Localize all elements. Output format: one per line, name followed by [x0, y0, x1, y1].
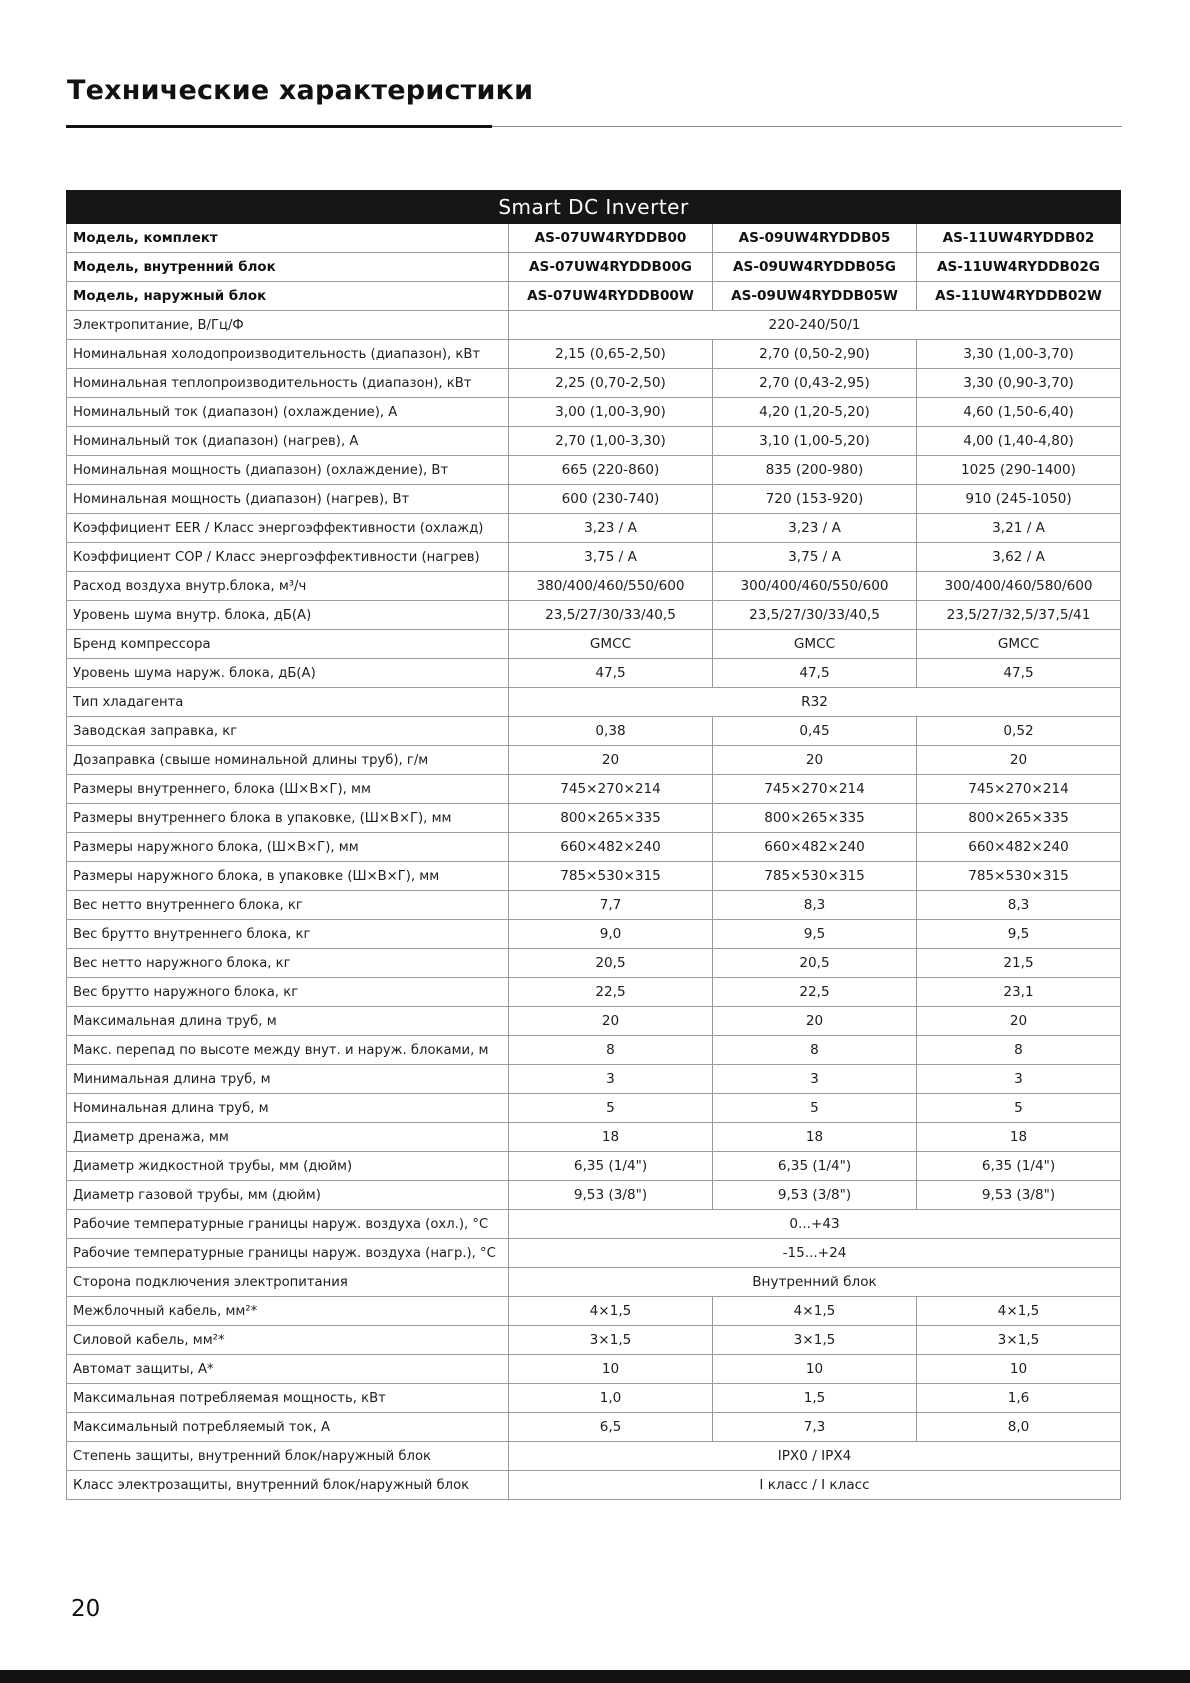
- row-value-model-1: AS-07UW4RYDDB00: [509, 224, 713, 253]
- row-value-model-2: 3,10 (1,00-5,20): [713, 427, 917, 456]
- table-row: [67, 1384, 1121, 1413]
- row-label: Вес брутто внутреннего блока, кг: [67, 920, 509, 949]
- row-label: Макс. перепад по высоте между внут. и наруж. блоками, м: [67, 1036, 509, 1065]
- page-number: 20: [71, 1596, 101, 1622]
- table-row: [67, 224, 1121, 253]
- table-row: [67, 630, 1121, 659]
- table-row: [67, 311, 1121, 340]
- table-row: [67, 1239, 1121, 1268]
- row-value-model-3: 8: [917, 1036, 1121, 1065]
- row-value-model-2: 47,5: [713, 659, 917, 688]
- row-value-model-2: 3,23 / A: [713, 514, 917, 543]
- table-row: [67, 862, 1121, 891]
- row-value-model-2: AS-09UW4RYDDB05: [713, 224, 917, 253]
- row-value-model-3: 3×1,5: [917, 1326, 1121, 1355]
- table-row: [67, 1094, 1121, 1123]
- page-title: Технические характеристики: [67, 75, 534, 106]
- row-label: Расход воздуха внутр.блока, м³/ч: [67, 572, 509, 601]
- row-value-model-2: 3,75 / A: [713, 543, 917, 572]
- row-value-model-2: AS-09UW4RYDDB05W: [713, 282, 917, 311]
- row-label: Максимальная потребляемая мощность, кВт: [67, 1384, 509, 1413]
- row-label: Тип хладагента: [67, 688, 509, 717]
- row-value-shared: 0...+43: [509, 1210, 1121, 1239]
- row-label: Степень защиты, внутренний блок/наружный блок: [67, 1442, 509, 1471]
- row-value-model-3: 1,6: [917, 1384, 1121, 1413]
- row-value-model-1: 665 (220-860): [509, 456, 713, 485]
- row-value-model-3: 785×530×315: [917, 862, 1121, 891]
- row-value-model-3: 4×1,5: [917, 1297, 1121, 1326]
- footer-bar: [0, 1670, 1190, 1683]
- row-value-model-2: 20: [713, 746, 917, 775]
- table-row: [67, 1442, 1121, 1471]
- row-value-model-1: AS-07UW4RYDDB00W: [509, 282, 713, 311]
- row-value-model-2: 2,70 (0,50-2,90): [713, 340, 917, 369]
- row-value-model-1: 47,5: [509, 659, 713, 688]
- table-row: [67, 1297, 1121, 1326]
- row-label: Максимальная длина труб, м: [67, 1007, 509, 1036]
- row-value-model-2: 3×1,5: [713, 1326, 917, 1355]
- row-value-model-3: 3,30 (0,90-3,70): [917, 369, 1121, 398]
- row-label: Размеры внутреннего, блока (Ш×В×Г), мм: [67, 775, 509, 804]
- row-value-model-1: 22,5: [509, 978, 713, 1007]
- table-row: [67, 978, 1121, 1007]
- row-value-model-3: 3,62 / A: [917, 543, 1121, 572]
- row-value-model-1: 0,38: [509, 717, 713, 746]
- row-value-model-2: 22,5: [713, 978, 917, 1007]
- row-label: Электропитание, В/Гц/Ф: [67, 311, 509, 340]
- row-value-model-3: 23,1: [917, 978, 1121, 1007]
- row-value-model-3: 21,5: [917, 949, 1121, 978]
- row-label: Минимальная длина труб, м: [67, 1065, 509, 1094]
- row-value-model-2: 660×482×240: [713, 833, 917, 862]
- row-value-model-3: 3: [917, 1065, 1121, 1094]
- table-row: [67, 340, 1121, 369]
- row-label: Номинальная мощность (диапазон) (охлаждение), Вт: [67, 456, 509, 485]
- table-row: [67, 514, 1121, 543]
- table-row: [67, 1152, 1121, 1181]
- row-value-model-2: GMCC: [713, 630, 917, 659]
- row-value-model-1: 800×265×335: [509, 804, 713, 833]
- row-value-shared: Внутренний блок: [509, 1268, 1121, 1297]
- row-label: Класс электрозащиты, внутренний блок/наружный блок: [67, 1471, 509, 1500]
- row-value-model-1: 3,00 (1,00-3,90): [509, 398, 713, 427]
- row-value-model-2: 4,20 (1,20-5,20): [713, 398, 917, 427]
- table-row: [67, 1181, 1121, 1210]
- row-label: Автомат защиты, А*: [67, 1355, 509, 1384]
- row-value-model-2: 3: [713, 1065, 917, 1094]
- row-value-model-1: 785×530×315: [509, 862, 713, 891]
- row-label: Максимальный потребляемый ток, А: [67, 1413, 509, 1442]
- row-value-model-3: AS-11UW4RYDDB02W: [917, 282, 1121, 311]
- row-value-model-3: 47,5: [917, 659, 1121, 688]
- table-row: [67, 688, 1121, 717]
- row-value-model-1: 20: [509, 746, 713, 775]
- row-label: Вес брутто наружного блока, кг: [67, 978, 509, 1007]
- row-value-model-1: 9,0: [509, 920, 713, 949]
- row-value-model-3: 3,21 / A: [917, 514, 1121, 543]
- table-row: [67, 485, 1121, 514]
- row-value-model-1: 3×1,5: [509, 1326, 713, 1355]
- row-value-shared: 220-240/50/1: [509, 311, 1121, 340]
- row-value-model-3: 5: [917, 1094, 1121, 1123]
- row-value-model-2: 9,53 (3/8"): [713, 1181, 917, 1210]
- row-label: Размеры наружного блока, (Ш×В×Г), мм: [67, 833, 509, 862]
- row-label: Силовой кабель, мм²*: [67, 1326, 509, 1355]
- title-divider-accent: [66, 125, 492, 128]
- row-label: Вес нетто внутреннего блока, кг: [67, 891, 509, 920]
- row-value-shared: -15...+24: [509, 1239, 1121, 1268]
- row-value-model-1: 3: [509, 1065, 713, 1094]
- row-label: Рабочие температурные границы наруж. воздуха (нагр.), °С: [67, 1239, 509, 1268]
- row-label: Модель, комплект: [67, 224, 509, 253]
- row-value-model-2: 800×265×335: [713, 804, 917, 833]
- row-label: Модель, наружный блок: [67, 282, 509, 311]
- table-row: [67, 659, 1121, 688]
- row-label: Коэффициент EER / Класс энергоэффективности (охлажд): [67, 514, 509, 543]
- table-row: [67, 601, 1121, 630]
- row-value-model-2: 8: [713, 1036, 917, 1065]
- row-value-model-2: 6,35 (1/4"): [713, 1152, 917, 1181]
- row-value-model-1: 20,5: [509, 949, 713, 978]
- row-value-model-2: 18: [713, 1123, 917, 1152]
- row-value-model-3: 660×482×240: [917, 833, 1121, 862]
- row-label: Бренд компрессора: [67, 630, 509, 659]
- row-value-model-2: 785×530×315: [713, 862, 917, 891]
- table-row: [67, 920, 1121, 949]
- table-row: [67, 398, 1121, 427]
- row-value-model-1: 2,70 (1,00-3,30): [509, 427, 713, 456]
- row-label: Размеры наружного блока, в упаковке (Ш×В×Г), мм: [67, 862, 509, 891]
- row-value-model-1: 2,25 (0,70-2,50): [509, 369, 713, 398]
- row-value-model-1: 1,0: [509, 1384, 713, 1413]
- row-label: Вес нетто наружного блока, кг: [67, 949, 509, 978]
- table-banner: Smart DC Inverter: [67, 191, 1121, 224]
- row-value-model-3: 8,0: [917, 1413, 1121, 1442]
- table-row: [67, 746, 1121, 775]
- table-row: [67, 543, 1121, 572]
- row-label: Дозаправка (свыше номинальной длины труб), г/м: [67, 746, 509, 775]
- row-label: Диаметр дренажа, мм: [67, 1123, 509, 1152]
- row-value-model-1: 4×1,5: [509, 1297, 713, 1326]
- row-value-model-2: 720 (153-920): [713, 485, 917, 514]
- row-label: Номинальная холодопроизводительность (диапазон), кВт: [67, 340, 509, 369]
- row-value-model-3: 18: [917, 1123, 1121, 1152]
- row-value-model-3: 4,00 (1,40-4,80): [917, 427, 1121, 456]
- row-value-model-3: 1025 (290-1400): [917, 456, 1121, 485]
- table-row: [67, 572, 1121, 601]
- row-value-model-1: 6,35 (1/4"): [509, 1152, 713, 1181]
- row-value-model-1: 380/400/460/550/600: [509, 572, 713, 601]
- table-row: [67, 775, 1121, 804]
- row-label: Диаметр газовой трубы, мм (дюйм): [67, 1181, 509, 1210]
- table-row: [67, 1210, 1121, 1239]
- row-value-model-1: GMCC: [509, 630, 713, 659]
- row-value-model-2: 1,5: [713, 1384, 917, 1413]
- row-value-model-1: 9,53 (3/8"): [509, 1181, 713, 1210]
- row-value-model-2: 4×1,5: [713, 1297, 917, 1326]
- table-row: [67, 1355, 1121, 1384]
- row-label: Номинальная теплопроизводительность (диапазон), кВт: [67, 369, 509, 398]
- table-row: [67, 949, 1121, 978]
- row-value-model-2: 2,70 (0,43-2,95): [713, 369, 917, 398]
- row-value-model-2: 5: [713, 1094, 917, 1123]
- row-value-model-2: 300/400/460/550/600: [713, 572, 917, 601]
- row-label: Рабочие температурные границы наруж. воздуха (охл.), °С: [67, 1210, 509, 1239]
- row-value-model-1: 10: [509, 1355, 713, 1384]
- row-value-shared: I класс / I класс: [509, 1471, 1121, 1500]
- row-value-shared: R32: [509, 688, 1121, 717]
- row-label: Уровень шума внутр. блока, дБ(А): [67, 601, 509, 630]
- table-row: [67, 717, 1121, 746]
- row-value-model-3: 10: [917, 1355, 1121, 1384]
- table-body: [67, 224, 1121, 1500]
- spec-table: [66, 190, 1121, 1500]
- table-row: [67, 253, 1121, 282]
- row-value-shared: IPX0 / IPX4: [509, 1442, 1121, 1471]
- row-value-model-3: 20: [917, 746, 1121, 775]
- row-value-model-3: 910 (245-1050): [917, 485, 1121, 514]
- row-label: Межблочный кабель, мм²*: [67, 1297, 509, 1326]
- row-value-model-2: 20: [713, 1007, 917, 1036]
- row-label: Сторона подключения электропитания: [67, 1268, 509, 1297]
- row-value-model-2: 835 (200-980): [713, 456, 917, 485]
- row-value-model-2: 8,3: [713, 891, 917, 920]
- row-value-model-1: 23,5/27/30/33/40,5: [509, 601, 713, 630]
- row-value-model-3: 4,60 (1,50-6,40): [917, 398, 1121, 427]
- table-row: [67, 891, 1121, 920]
- row-value-model-3: 745×270×214: [917, 775, 1121, 804]
- row-value-model-1: 660×482×240: [509, 833, 713, 862]
- row-value-model-3: 0,52: [917, 717, 1121, 746]
- row-value-model-3: 8,3: [917, 891, 1121, 920]
- row-label: Диаметр жидкостной трубы, мм (дюйм): [67, 1152, 509, 1181]
- table-row: [67, 1007, 1121, 1036]
- row-label: Номинальный ток (диапазон) (охлаждение), А: [67, 398, 509, 427]
- row-value-model-3: GMCC: [917, 630, 1121, 659]
- row-value-model-1: AS-07UW4RYDDB00G: [509, 253, 713, 282]
- row-label: Модель, внутренний блок: [67, 253, 509, 282]
- row-value-model-2: 10: [713, 1355, 917, 1384]
- row-value-model-3: 6,35 (1/4"): [917, 1152, 1121, 1181]
- table-row: [67, 833, 1121, 862]
- table-row: [67, 456, 1121, 485]
- row-value-model-3: 300/400/460/580/600: [917, 572, 1121, 601]
- row-label: Номинальная мощность (диапазон) (нагрев), Вт: [67, 485, 509, 514]
- table-row: [67, 1036, 1121, 1065]
- row-value-model-1: 6,5: [509, 1413, 713, 1442]
- row-value-model-1: 5: [509, 1094, 713, 1123]
- table-row: [67, 804, 1121, 833]
- row-value-model-2: 745×270×214: [713, 775, 917, 804]
- row-value-model-3: 9,5: [917, 920, 1121, 949]
- row-label: Номинальная длина труб, м: [67, 1094, 509, 1123]
- row-value-model-1: 3,23 / A: [509, 514, 713, 543]
- table-row: [67, 1065, 1121, 1094]
- row-value-model-3: 800×265×335: [917, 804, 1121, 833]
- row-value-model-3: AS-11UW4RYDDB02G: [917, 253, 1121, 282]
- row-value-model-3: 23,5/27/32,5/37,5/41: [917, 601, 1121, 630]
- row-value-model-1: 7,7: [509, 891, 713, 920]
- table-banner-row: [67, 191, 1121, 224]
- row-value-model-1: 20: [509, 1007, 713, 1036]
- row-value-model-3: 9,53 (3/8"): [917, 1181, 1121, 1210]
- table-row: [67, 1268, 1121, 1297]
- row-value-model-1: 18: [509, 1123, 713, 1152]
- row-value-model-3: AS-11UW4RYDDB02: [917, 224, 1121, 253]
- table-row: [67, 1123, 1121, 1152]
- row-value-model-1: 600 (230-740): [509, 485, 713, 514]
- table-row: [67, 1326, 1121, 1355]
- table-row: [67, 1413, 1121, 1442]
- row-value-model-2: 23,5/27/30/33/40,5: [713, 601, 917, 630]
- row-value-model-1: 2,15 (0,65-2,50): [509, 340, 713, 369]
- row-label: Уровень шума наруж. блока, дБ(А): [67, 659, 509, 688]
- row-value-model-1: 8: [509, 1036, 713, 1065]
- table-row: [67, 282, 1121, 311]
- row-value-model-1: 3,75 / A: [509, 543, 713, 572]
- row-label: Коэффициент COP / Класс энергоэффективности (нагрев): [67, 543, 509, 572]
- table-row: [67, 1471, 1121, 1500]
- row-label: Размеры внутреннего блока в упаковке, (Ш×В×Г), мм: [67, 804, 509, 833]
- row-value-model-2: AS-09UW4RYDDB05G: [713, 253, 917, 282]
- row-label: Номинальный ток (диапазон) (нагрев), А: [67, 427, 509, 456]
- row-value-model-2: 9,5: [713, 920, 917, 949]
- row-value-model-2: 20,5: [713, 949, 917, 978]
- row-value-model-2: 7,3: [713, 1413, 917, 1442]
- row-value-model-3: 20: [917, 1007, 1121, 1036]
- row-value-model-1: 745×270×214: [509, 775, 713, 804]
- row-value-model-3: 3,30 (1,00-3,70): [917, 340, 1121, 369]
- row-label: Заводская заправка, кг: [67, 717, 509, 746]
- row-value-model-2: 0,45: [713, 717, 917, 746]
- table-row: [67, 369, 1121, 398]
- table-row: [67, 427, 1121, 456]
